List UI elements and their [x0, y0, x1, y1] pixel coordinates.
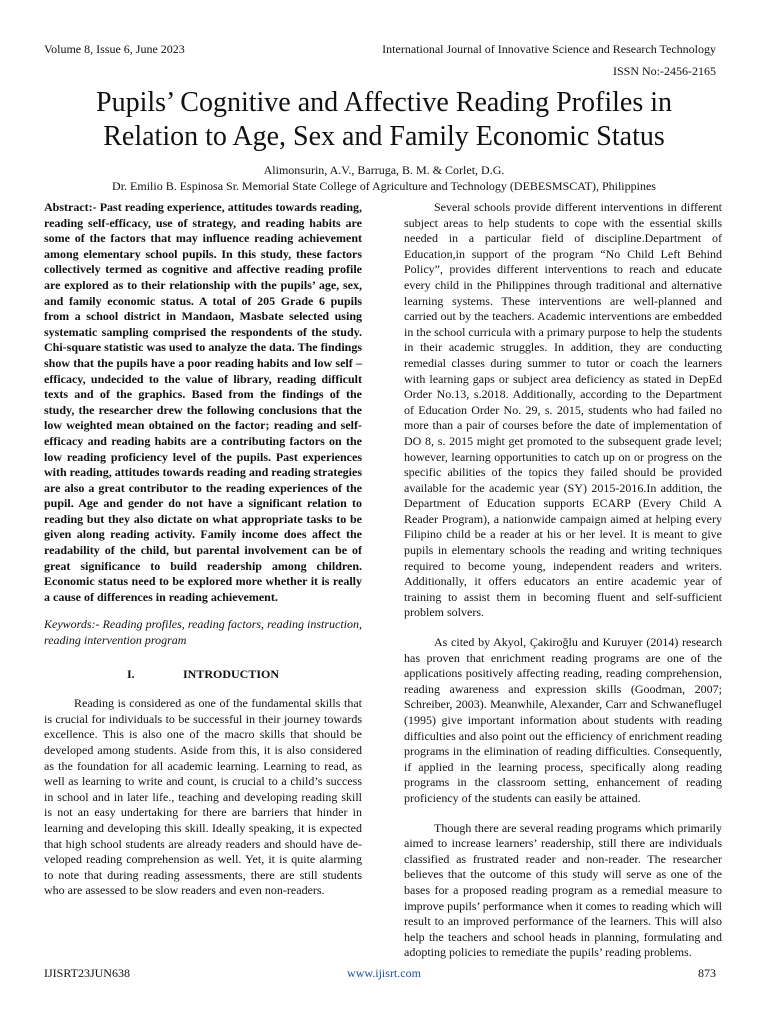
paper-title [30, 86, 738, 154]
title-line-1: Pupils’ Cognitive and Affective Reading Profiles in [96, 87, 672, 118]
paper-code: IJISRT23JUN638 [44, 966, 130, 980]
section-number: I. [126, 666, 135, 681]
volume-info: Volume 8, Issue 6, June 2023 [44, 42, 185, 56]
journal-name: International Journal of Innovative Science and Research Technology [382, 42, 716, 56]
issn: ISSN No:-2456-2165 [612, 64, 716, 78]
authors: Alimonsurin, A.V., Barruga, B. M. & Corlet, D.G. [263, 163, 505, 177]
keywords: Keywords:- Reading profiles, reading factors, reading instruction, reading intervention program [44, 617, 362, 648]
section-title: INTRODUCTION [182, 666, 279, 681]
website-link[interactable]: www.ijisrt.com [347, 966, 421, 980]
section-heading [44, 667, 362, 683]
paragraph-interventions: Several schools provide different interventions in different subject areas to help students to cope with the essential skills needed in a particular field of discipline.Department of Education,in support of the program “No Child Left Behind Policy”, provides different interventions to reach and educate every child in the Philippines through traditional and alternative learning systems. These interventions are well-planned and carried out by the teachers. Academic interventions are embedded in the school curricula with a primary purpose to help the students in their academic struggles. In addition, they are conducting remedial classes during summer to tutor or coach the learners with learning gaps or subject area deficiency as stated in DepEd Order No.13, s.2018. Additionally, according to the Department of Education Order No. 29, s. 2015, students who had failed no more than a pair of courses before the date of implementation of DO 8, s. 2015 might get promoted to the subsequent grade level; however, learning opportunities to catch up on or progress on the specific abilities of the topics they failed should be provided available for the academic year (SY) 2015-2016.In addition, the Department of Education supports ECARP (Every Child A Reader Program), a nationwide campaign aimed at helping every Filipino child be a reader at his or her level. It is meant to give pupils in elementary schools the reading and writing techniques required to become young, independent readers and writers. Additionally, it offers educators an entire academic year of training to assist them in becoming fluent and self-sufficient problem solvers. [404, 200, 722, 620]
intro-paragraph: Reading is considered as one of the fundamental skills that is crucial for individuals to be successful in their journey towards excellence. This is also one of the macro skills that should be developed among students. Aside from this, it is also considered as the foundation for all academic learning. Learning to read, as well as learning to write and count, is crucial to a child’s success in school and in later life., teaching and developing reading skill is not an easy undertaking for there are barriers that hinder in learning and developing this skill. Ideally speaking, it is expected that high school students are already readers and should have de-veloped reading comprehension as well. Yet, it is quite alarming to note that during reading assessments, there are still students who are assessed to be slow readers and even non-readers. [44, 696, 362, 898]
title-line-2: Relation to Age, Sex and Family Economic Status [103, 121, 665, 152]
paragraph-enrichment: As cited by Akyol, Çakiroğlu and Kuruyer (2014) research has proven that enrichment reading programs are one of the applications positively affecting reading, reading comprehension, reading awareness and expression skills (Goodman, 2007; Schreiber, 2003). Meanwhile, Alexander, Carr and Schwaneflugel (1995) give important information about students with reading difficulties and also point out the efficiency of enrichment reading programs in the elimination of reading difficulties. Consequently, if applied in the learning process, specifically along reading programs in the classroom setting, enhancement of reading proficiency of the students can easily be attained. [404, 635, 722, 805]
left-column [44, 200, 362, 899]
affiliation: Dr. Emilio B. Espinosa Sr. Memorial State College of Agriculture and Technology (DEBESMSCAT), Philippines [112, 179, 656, 193]
abstract: Abstract:- Past reading experience, attitudes towards reading, reading self-efficacy, use of strategy, and reading habits are some of the factors that may influence reading achievement among elementary school pupils. In this study, these factors collectively termed as cognitive and affective reading profile are explored as to their relationship with the pupils’ age, sex, and family economic status. A total of 205 Grade 6 pupils from a school district in Mandaon, Masbate selected using systematic sampling comprised the respondents of the study. Chi-square statistic was used to analyze the data. The findings show that the pupils have a poor reading habits and low self – efficacy, undecided to the value of library, reading difficult texts and of the graphics. Based from the findings of the study, the researcher drew the following conclusions that the low weighted mean obtained on the factor; reading and self-efficacy and reading habits are a contributing factors on the low reading proficiency level of the pupils. Past experiences with reading, attitudes towards reading and reading strategies are also a great contributor to the reading experiences of the pupil. Age and gender do not have a significant relation to reading but they also dictate on what appropriate tasks to be given along reading activity. Family income does affect the readability of the child, but parental involvement can be of great significance to build readership among children. Economic status need to be explored more whether it is really a cause of differences in reading achievement. [44, 200, 363, 604]
right-column [404, 200, 722, 961]
page-number: 873 [698, 966, 716, 980]
paragraph-reading-programs: Though there are several reading programs which primarily aimed to increase learners’ readership, still there are individuals classified as frustrated reader and non-reader. The researcher believes that the outcome of this study will serve as one of the bases for a proposed reading program as a remedial measure to improve pupils’ performance when it comes to reading which will result to an improved performance of the learners. This will also help the teachers and school heads in planning, formulating and adopting policies to remediate the pupils’ reading problems. [404, 820, 722, 960]
